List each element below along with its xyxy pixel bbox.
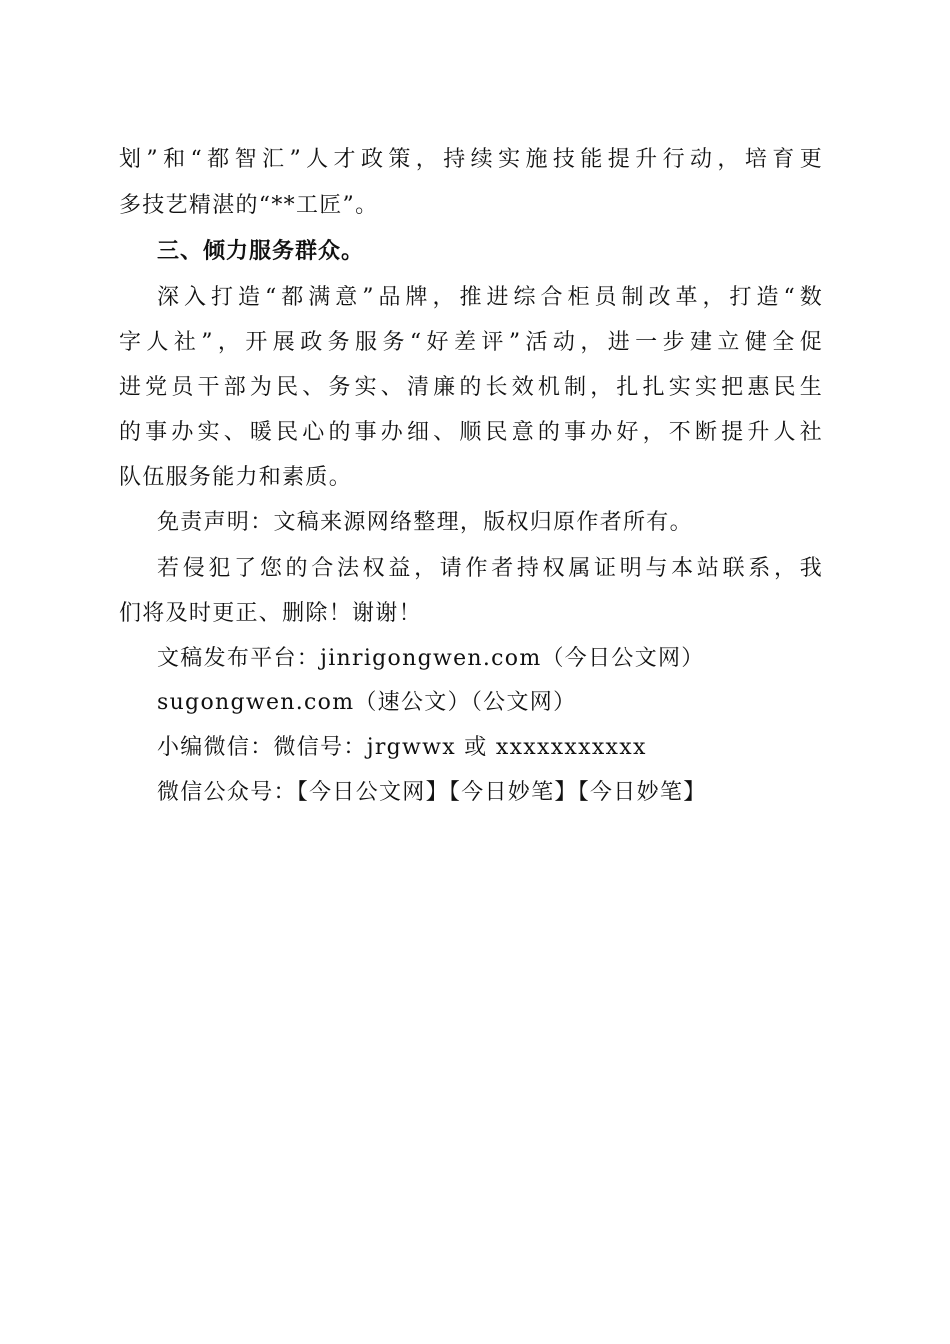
paragraph-line: 划”和“都智汇”人才政策，持续实施技能提升行动，培育更 [119, 147, 823, 172]
paragraph-line: 深入打造“都满意”品牌，推进综合柜员制改革，打造“数 [157, 285, 823, 310]
disclaimer-text: 免责声明：文稿来源网络整理，版权归原作者所有。 [157, 510, 693, 535]
wechat-accounts-text: 微信公众号：【今日公文网】【今日妙笔】【今日妙笔】 [157, 780, 707, 805]
paragraph-line: 多技艺精湛的“**工匠”。 [119, 193, 379, 218]
infringement-text: 们将及时更正、删除！谢谢！ [119, 601, 422, 626]
platform-text: 文稿发布平台：jinrigongwen.com（今日公文网） [157, 646, 705, 671]
paragraph-line: 的事办实、暖民心的事办细、顺民意的事办好，不断提升人社 [119, 420, 823, 445]
section-heading: 三、倾力服务群众。 [157, 239, 365, 264]
paragraph-line: 队伍服务能力和素质。 [119, 465, 353, 490]
paragraph-line: 字人社”，开展政务服务“好差评”活动，进一步建立健全促 [119, 330, 823, 355]
paragraph-line: 进党员干部为民、务实、清廉的长效机制，扎扎实实把惠民生 [119, 375, 823, 400]
platform-text: sugongwen.com（速公文）（公文网） [157, 690, 577, 715]
editor-wechat-text: 小编微信：微信号：jrgwwx 或 xxxxxxxxxxx [157, 735, 647, 760]
infringement-text: 若侵犯了您的合法权益，请作者持权属证明与本站联系，我 [157, 556, 823, 581]
